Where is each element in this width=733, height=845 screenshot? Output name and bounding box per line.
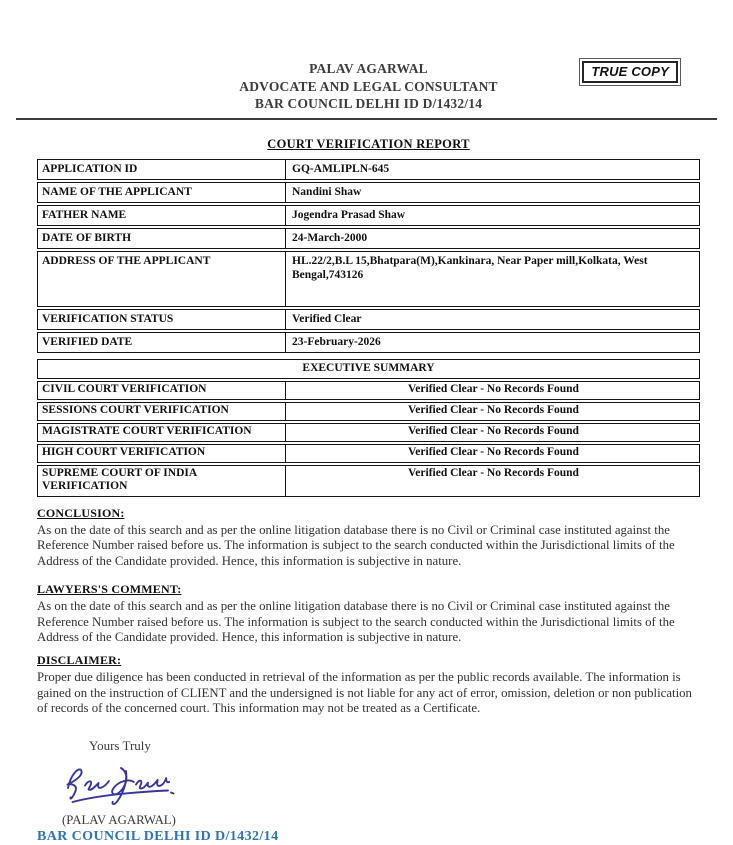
row-label: APPLICATION ID — [38, 160, 286, 179]
row-value: Jogendra Prasad Shaw — [292, 208, 406, 221]
row-value: GQ-AMLIPLN-645 — [292, 162, 390, 175]
lawyers-comment-heading: LAWYERS'S COMMENT: — [37, 582, 182, 597]
row-value: HL.22/2,B.L 15,Bhatpara(M),Kankinara, Near Paper mill,Kolkata, West Bengal,743126 — [292, 254, 648, 281]
disclaimer-body: Proper due diligence has been conducted in retrieval of the information as per the public records available. The information is gained on the instruction of CLIENT and the undersigned is not liable for any act of error, omission, deletion or non publication of records of the concerned court. This information may not be treated as a Certificate. — [37, 670, 692, 716]
row-label: NAME OF THE APPLICANT — [38, 183, 286, 202]
bar-council-id: BAR COUNCIL DELHI ID D/1432/14 — [37, 828, 279, 844]
row-value: Nandini Shaw — [292, 185, 362, 198]
header-divider — [16, 118, 717, 120]
signature-ink-icon — [59, 759, 187, 809]
disclaimer-heading: DISCLAIMER: — [37, 653, 122, 668]
signature — [59, 759, 700, 811]
row-label: DATE OF BIRTH — [38, 229, 286, 248]
row-value: 24-March-2000 — [292, 231, 368, 244]
conclusion-heading: CONCLUSION: — [37, 505, 125, 520]
table-row — [37, 444, 700, 463]
signatory-name: (PALAV AGARWAL) — [62, 812, 176, 827]
row-label: MAGISTRATE COURT VERIFICATION — [38, 424, 286, 441]
table-row — [37, 381, 700, 400]
row-label: SESSIONS COURT VERIFICATION — [38, 403, 286, 420]
table-row — [37, 465, 700, 497]
executive-summary-heading: EXECUTIVE SUMMARY — [37, 359, 700, 379]
row-label: CIVIL COURT VERIFICATION — [38, 382, 286, 399]
row-label: FATHER NAME — [38, 206, 286, 225]
conclusion-section — [37, 506, 700, 570]
true-copy-stamp-label: TRUE COPY — [582, 61, 678, 83]
table-row — [37, 402, 700, 421]
row-label: SUPREME COURT OF INDIA VERIFICATION — [38, 466, 286, 496]
executive-summary-table — [37, 359, 700, 497]
row-value: Verified Clear - No Records Found — [408, 383, 579, 395]
disclaimer-section — [37, 653, 700, 717]
row-label: VERIFIED DATE — [38, 333, 286, 352]
table-row — [37, 159, 700, 180]
table-row-address — [37, 251, 700, 307]
table-row — [37, 228, 700, 249]
lawyers-comment-body: As on the date of this search and as per the online litigation database there is no Civil or Criminal case instituted against the Reference Number raised before us. The information is subject to the search conducted within the Jurisdictional limits of the Address of the Candidate provided. Hence, this information is subjective in nature. — [37, 599, 675, 645]
advocate-bar-id: BAR COUNCIL DELHI ID D/1432/14 — [254, 96, 483, 111]
row-value: Verified Clear - No Records Found — [408, 404, 579, 416]
row-value: Verified Clear - No Records Found — [408, 467, 579, 479]
true-copy-stamp — [579, 58, 681, 86]
table-row — [37, 309, 700, 330]
advocate-name: PALAV AGARWAL — [309, 61, 428, 76]
report-title: COURT VERIFICATION REPORT — [267, 136, 470, 151]
row-value: Verified Clear - No Records Found — [408, 425, 579, 437]
conclusion-body: As on the date of this search and as per the online litigation database there is no Civil or Criminal case instituted against the Reference Number raised before us. The information is subject to the search conducted within the Jurisdictional limits of the Address of the Candidate provided. Hence, this information is subjective in nature. — [37, 522, 675, 568]
row-label: VERIFICATION STATUS — [38, 310, 286, 329]
row-label: HIGH COURT VERIFICATION — [38, 445, 286, 462]
row-value: 23-February-2026 — [292, 335, 381, 348]
table-row — [37, 332, 700, 353]
closing-text: Yours Truly — [89, 737, 151, 753]
lawyers-comment-section — [37, 582, 700, 646]
applicant-table — [37, 159, 700, 353]
row-label: ADDRESS OF THE APPLICANT — [38, 252, 286, 306]
table-row — [37, 423, 700, 442]
table-row — [37, 205, 700, 226]
row-value: Verified Clear - No Records Found — [408, 446, 579, 458]
table-row — [37, 182, 700, 203]
advocate-role: ADVOCATE AND LEGAL CONSULTANT — [239, 78, 498, 94]
row-value: Verified Clear — [292, 312, 362, 325]
